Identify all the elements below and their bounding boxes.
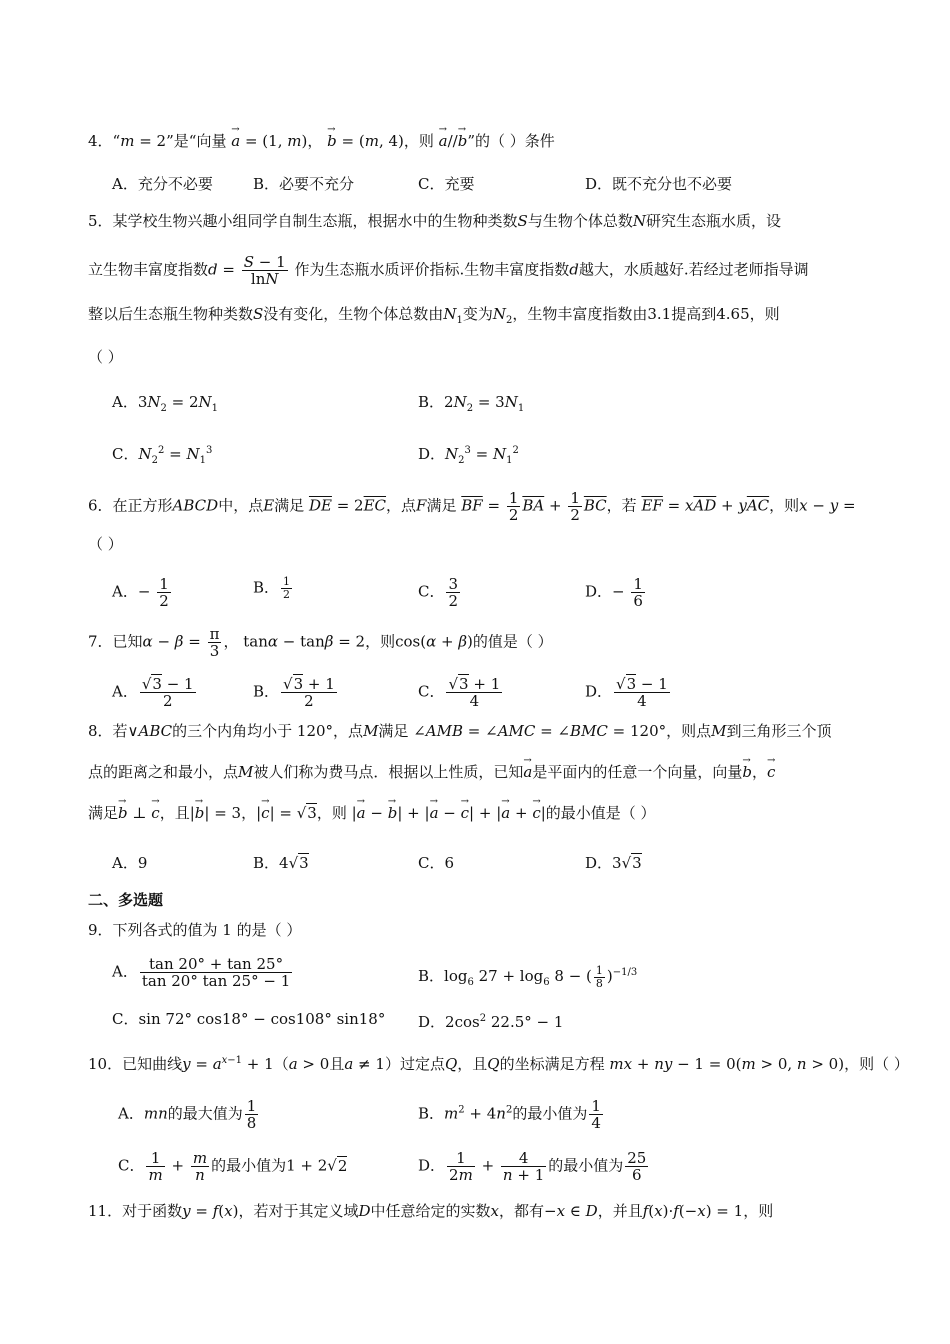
q8-option-c: C．6 [418,854,455,872]
q4-option-b: B．必要不充分 [253,175,355,193]
q6-option-d: D．− $\frac{1}{6}$ [585,575,643,610]
q7-option-d: D． $\frac{√3 - 1}{4}$ [585,675,668,710]
section-heading: 二、多选题 [88,891,164,909]
q9-stem: 9．下列各式的值为 1 的是（ ） [88,921,302,939]
q6-option-b: B． $\frac{1}{2}$ [253,575,291,601]
q9-option-d: D．$2\cos^2$ 22.5° − 1 [418,1013,564,1031]
q5-option-b: B．$2N_2 = 3N_1$ [418,393,525,414]
q4-option-d: D．既不充分也不必要 [585,175,733,193]
q8-option-b: B．4√3 [253,854,309,872]
q5-option-d: D．$N_2^3 = N_1^2$ [418,445,519,466]
q10-option-c: C． $\frac{1}{m}$ + $\frac{m}{n}$ 的最小值为1 + 2√2 [118,1149,348,1184]
q5-line-1: 5．某学校生物兴趣小组同学自制生态瓶，根据水中的生物种类数S与生物个体总数N研究生态瓶水质，设 [88,212,781,230]
q5-paren: （ ） [88,348,123,366]
q5-option-a: A．$3N_2 = 2N_1$ [112,393,219,414]
q7-option-c: C． $\frac{√3 + 1}{4}$ [418,675,501,710]
q5-line-2: 立生物丰富度指数d = $\frac{S - 1}{\ln N}$ 作为生态瓶水质评价指标.生物丰富度指数d越大，水质越好.若经过老师指导调 [88,253,809,288]
q8-line-2: 点的距离之和最小，点M被人们称为费马点．根据以上性质，已知→ a是平面内的任意一个向量，向量→ b，→ c [88,761,870,783]
q9-option-b: B．$\log_6 27 + \log_6 8$ − ( $\frac{1}{8}$ )$^{-1/3}$ [418,963,638,990]
q6-option-a: A．− $\frac{1}{2}$ [112,575,169,610]
q8-option-d: D．3√3 [585,854,642,872]
q6-option-c: C． $\frac{3}{2}$ [418,575,459,610]
q5-fraction: $\frac{S - 1}{\ln N}$ [243,253,286,288]
q4-option-a: A．充分不必要 [112,175,213,193]
q5-option-c: C．$N_2^2 = N_1^3$ [112,445,213,466]
q7-option-b: B． $\frac{√3 + 1}{2}$ [253,675,335,710]
q9-option-c: C．sin 72° cos18° − cos108° sin18° [112,1010,386,1028]
q8-line-1: 8．若∨ABC的三个内角均小于 120°，点M满足 ∠AMB = ∠AMC = ∠BMC = 120°，则点M到三角形三个顶 [88,722,832,740]
q6-stem: 6．在正方形ABCD中，点E满足 $\overline{DE} = 2\overline{EC}$，点F满足 $\overline{BF}$ = $\frac{1}{2}$ $\overline{BA}$ + $\frac{1}{2}$ $\overline{BC}$，若 $\overline{EF} = x\overline{AD} + y\overline{AC}$，则x − y = [88,489,856,524]
q4-option-c: C．充要 [418,175,475,193]
q4-stem: 4．“m = 2”是“向量 → a = (1, m)， → b = (m, 4)，则 → a//→ b”的（ ）条件 [88,130,870,152]
q8-option-a: A．9 [112,854,148,872]
q10-option-b: B．$m^2 + 4n^2$的最小值为 $\frac{1}{4}$ [418,1097,601,1132]
q5-line-3: 整以后生态瓶生物种类数S没有变化，生物个体总数由$N_1$变为$N_2$，生物丰富度指数由3.1提高到4.65，则 [88,305,780,326]
q8-line-3: 满足→ b ⊥ → c，且|→ b| = 3，|→ c| = √3，则 |→ a − → b| + |→ a − → c| + |→ a + → c|的最小值是（ ） [88,802,870,824]
q10-option-d: D． $\frac{1}{2m}$ + $\frac{4}{n + 1}$ 的最小值为 $\frac{25}{6}$ [418,1149,647,1184]
q7-option-a: A． $\frac{√3 - 1}{2}$ [112,675,194,710]
q7-stem: 7．已知α − β = $\frac{\pi}{3}$ ， tanα − tanβ = 2，则cos(α + β)的值是（ ） [88,625,553,660]
q6-paren: （ ） [88,535,123,553]
q10-option-a: A．mn的最大值为 $\frac{1}{8}$ [118,1097,257,1132]
q10-stem: 10．已知曲线$y = a^{x-1} + 1(a > 0$且a ≠ 1）过定点Q，且Q的坐标满足方程 mx + ny − 1 = 0(m > 0, n > 0)，则（ ） [88,1055,909,1073]
q11-stem: 11．对于函数y = f(x)，若对于其定义域D中任意给定的实数x，都有−x ∈ D，并且f(x)·f(−x) = 1，则 [88,1202,774,1220]
q9-option-a: A． $\frac{\tan 20^\circ + \tan 25^\circ}{\tan 20^\circ \tan 25^\circ - 1}$ [112,955,291,990]
